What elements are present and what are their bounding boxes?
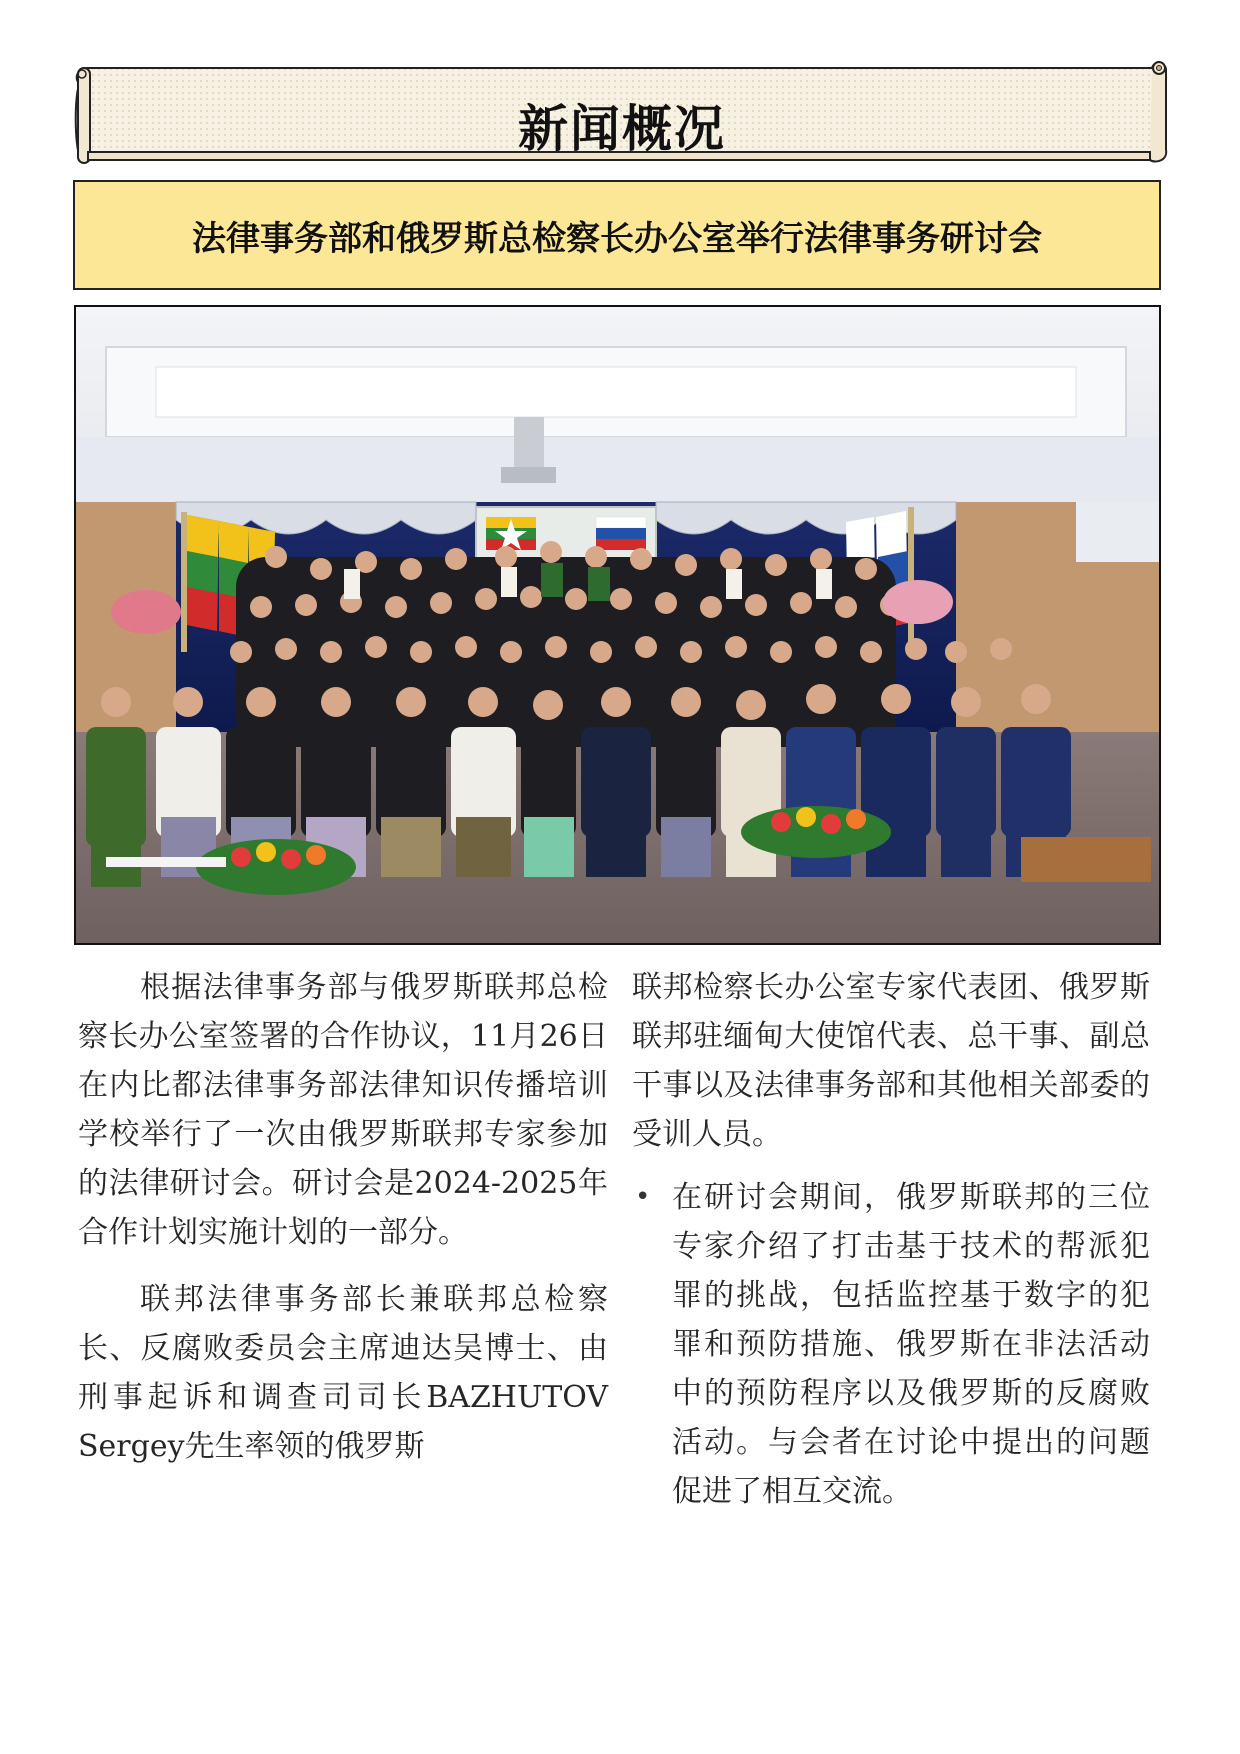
bullet-text: 在研讨会期间，俄罗斯联邦的三位专家介绍了打击基于技术的帮派犯罪的挑战，包括监控基于数字的犯罪和预防措施、俄罗斯在非法活动中的预防程序以及俄罗斯的反腐败活动。与会者在讨论中提出的问题促进了相互交流。 bbox=[672, 1180, 1150, 1509]
article-paragraph-2-continued: 联邦检察长办公室专家代表团、俄罗斯联邦驻缅甸大使馆代表、总干事、副总干事以及法律事务部和其他相关部委的受训人员。 bbox=[632, 970, 1150, 1152]
scroll-banner bbox=[72, 60, 1172, 175]
headline-box bbox=[73, 180, 1161, 290]
article-headline: 法律事务部和俄罗斯总检察长办公室举行法律事务研讨会 bbox=[192, 218, 1042, 259]
article-column-left bbox=[78, 963, 608, 1471]
bullet-item bbox=[632, 1173, 1150, 1516]
banner-title: 新闻概况 bbox=[518, 98, 726, 158]
article-column-right bbox=[632, 963, 1150, 1516]
group-photo bbox=[74, 305, 1161, 945]
group-photo-illustration bbox=[76, 307, 1159, 943]
bullet-dot-icon: • bbox=[635, 1182, 651, 1212]
article-paragraph-2: 联邦法律事务部长兼联邦总检察长、反腐败委员会主席迪达吴博士、由刑事起诉和调查司司长BAZHUTOV Sergey先生率领的俄罗斯 bbox=[78, 1282, 608, 1464]
article-paragraph-1: 根据法律事务部与俄罗斯联邦总检察长办公室签署的合作协议，11月26日在内比都法律事务部法律知识传播培训学校举行了一次由俄罗斯联邦专家参加的法律研讨会。研讨会是2024-2025年合作计划实施计划的一部分。 bbox=[78, 970, 608, 1250]
